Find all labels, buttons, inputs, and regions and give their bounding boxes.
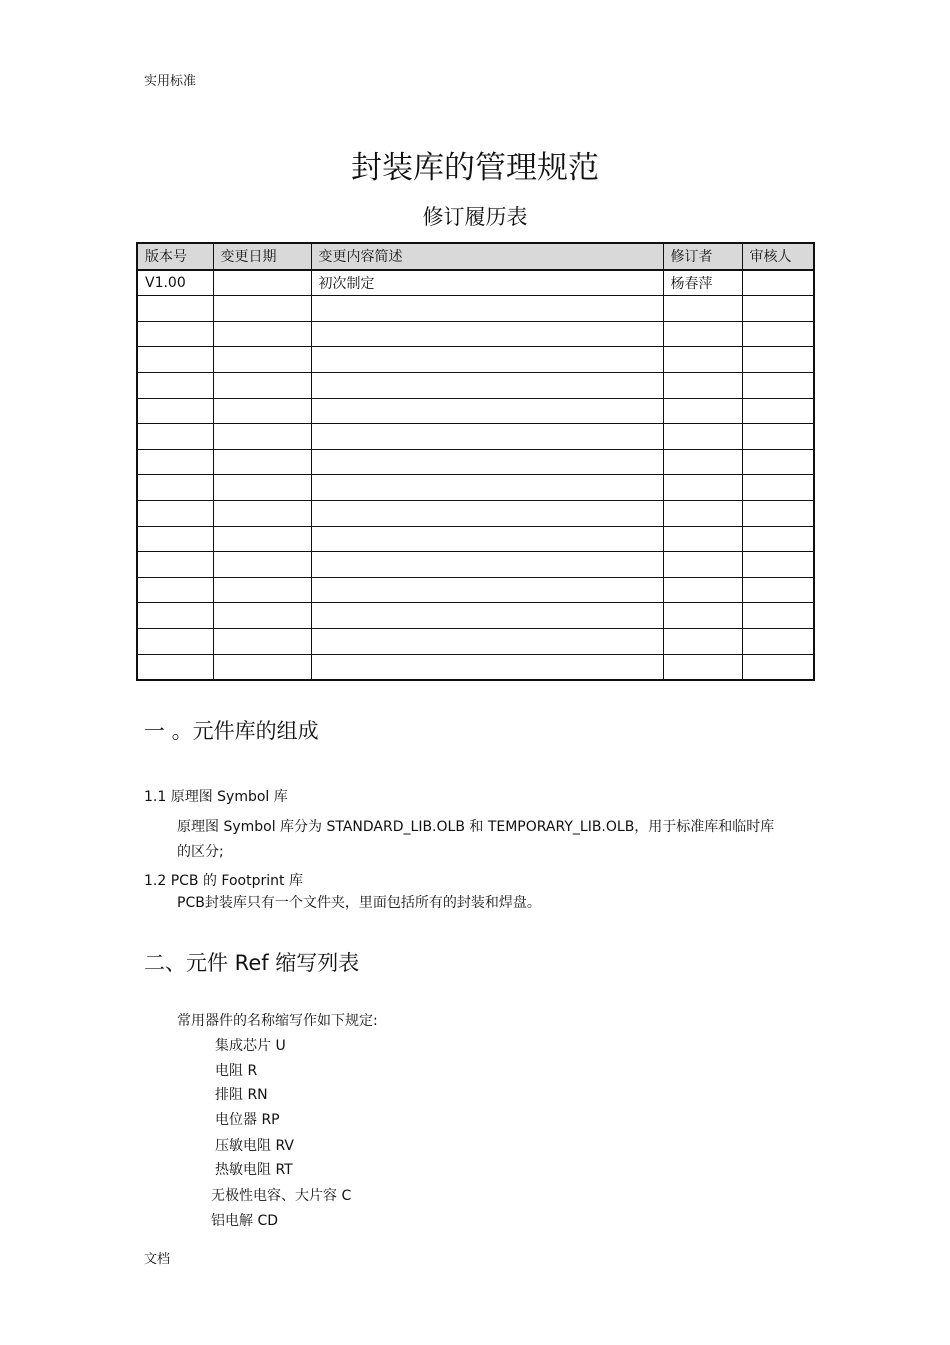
ref-item: 无极性电容、大片容 C (211, 1188, 352, 1204)
table-cell (742, 321, 814, 347)
table-cell (213, 321, 311, 347)
table-cell (742, 398, 814, 424)
header-change-summary: 变更内容简述 (311, 243, 663, 270)
table-cell (311, 321, 663, 347)
table-cell (137, 449, 213, 475)
table-cell (137, 398, 213, 424)
table-cell (742, 296, 814, 322)
table-cell (137, 577, 213, 603)
section2-intro: 常用器件的名称缩写作如下规定: (177, 1013, 378, 1029)
table-cell (213, 449, 311, 475)
table-row (137, 372, 814, 398)
table-cell (311, 654, 663, 680)
table-cell (663, 552, 742, 578)
section1-1-body-line2: 的区分; (177, 844, 224, 860)
table-cell (137, 500, 213, 526)
section1-2-title: 1.2 PCB 的 Footprint 库 (144, 873, 303, 889)
section1-heading: 一 。元件库的组成 (144, 719, 319, 743)
table-row (137, 552, 814, 578)
table-cell (663, 603, 742, 629)
table-cell (311, 577, 663, 603)
header-reviser: 修订者 (663, 243, 742, 270)
table-cell (213, 654, 311, 680)
table-cell (311, 372, 663, 398)
table-cell (311, 526, 663, 552)
ref-item: 压敏电阻 RV (215, 1138, 294, 1154)
table-cell (663, 296, 742, 322)
table-cell (663, 398, 742, 424)
header-change-date: 变更日期 (213, 243, 311, 270)
table-cell (663, 347, 742, 373)
table-row (137, 296, 814, 322)
table-row (137, 603, 814, 629)
revision-table-title: 修订履历表 (422, 205, 528, 229)
table-row (137, 347, 814, 373)
revision-table-body (137, 270, 814, 681)
table-row (137, 270, 814, 296)
section1-2-body: PCB封装库只有一个文件夹，里面包括所有的封装和焊盘。 (177, 895, 541, 911)
table-cell (742, 654, 814, 680)
ref-item: 热敏电阻 RT (215, 1162, 293, 1178)
table-cell (137, 654, 213, 680)
table-cell: 初次制定 (311, 270, 663, 296)
table-cell (742, 475, 814, 501)
page-header: 实用标准 (144, 74, 197, 89)
table-cell (137, 603, 213, 629)
table-cell (742, 372, 814, 398)
table-cell (742, 628, 814, 654)
table-cell (742, 577, 814, 603)
table-cell (742, 603, 814, 629)
table-cell (311, 424, 663, 450)
table-cell (213, 552, 311, 578)
table-cell (663, 654, 742, 680)
table-cell (213, 372, 311, 398)
table-cell (137, 347, 213, 373)
table-cell: 杨春萍 (663, 270, 742, 296)
table-cell (742, 424, 814, 450)
table-cell: V1.00 (137, 270, 213, 296)
table-row (137, 526, 814, 552)
table-cell (311, 449, 663, 475)
table-cell (213, 475, 311, 501)
table-cell (213, 577, 311, 603)
table-cell (663, 449, 742, 475)
table-row (137, 321, 814, 347)
table-cell (137, 628, 213, 654)
table-row (137, 475, 814, 501)
table-cell (213, 424, 311, 450)
table-cell (137, 552, 213, 578)
table-cell (137, 475, 213, 501)
table-cell (213, 347, 311, 373)
ref-item: 铝电解 CD (211, 1213, 279, 1229)
table-cell (742, 526, 814, 552)
ref-item: 排阻 RN (215, 1087, 268, 1103)
section2-heading: 二、元件 Ref 缩写列表 (144, 951, 360, 975)
table-cell (311, 475, 663, 501)
table-cell (137, 424, 213, 450)
table-cell (213, 296, 311, 322)
table-cell (311, 628, 663, 654)
table-cell (311, 552, 663, 578)
table-cell (311, 500, 663, 526)
table-cell (311, 296, 663, 322)
table-cell (663, 526, 742, 552)
table-cell (663, 321, 742, 347)
document-title: 封装库的管理规范 (351, 150, 599, 186)
table-cell (663, 577, 742, 603)
table-row (137, 449, 814, 475)
table-row (137, 398, 814, 424)
table-cell (663, 372, 742, 398)
table-row (137, 424, 814, 450)
table-row (137, 628, 814, 654)
table-cell (137, 321, 213, 347)
table-cell (137, 526, 213, 552)
ref-item: 电阻 R (215, 1063, 258, 1079)
table-cell (137, 296, 213, 322)
table-cell (742, 270, 814, 296)
table-cell (742, 449, 814, 475)
table-row (137, 654, 814, 680)
table-cell (742, 552, 814, 578)
table-cell (663, 628, 742, 654)
table-cell (213, 398, 311, 424)
table-cell (663, 475, 742, 501)
table-cell (137, 372, 213, 398)
section1-1-body-line1: 原理图 Symbol 库分为 STANDARD_LIB.OLB 和 TEMPORARY_LIB.OLB，用于标准库和临时库 (177, 819, 775, 835)
revision-history-table (136, 242, 815, 681)
page-footer: 文档 (144, 1252, 171, 1267)
table-cell (213, 526, 311, 552)
header-approver: 审核人 (742, 243, 814, 270)
header-version: 版本号 (137, 243, 213, 270)
table-row (137, 577, 814, 603)
table-cell (311, 398, 663, 424)
table-header-row (137, 243, 814, 270)
table-cell (742, 500, 814, 526)
table-cell (213, 270, 311, 296)
table-cell (663, 500, 742, 526)
table-cell (311, 347, 663, 373)
ref-item: 电位器 RP (215, 1112, 280, 1128)
table-cell (213, 603, 311, 629)
table-cell (742, 347, 814, 373)
table-cell (213, 500, 311, 526)
table-cell (311, 603, 663, 629)
section1-1-title: 1.1 原理图 Symbol 库 (144, 789, 288, 805)
table-cell (663, 424, 742, 450)
table-cell (213, 628, 311, 654)
ref-item: 集成芯片 U (215, 1038, 286, 1054)
table-row (137, 500, 814, 526)
